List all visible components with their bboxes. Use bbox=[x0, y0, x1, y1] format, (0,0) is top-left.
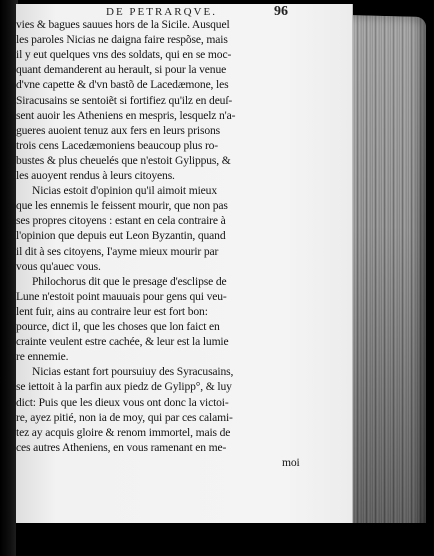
text-line: les paroles Nicias ne daigna faire respõse, mais bbox=[16, 33, 228, 47]
text-line: il y eut quelques vns des soldats, qui en se moc- bbox=[16, 48, 232, 62]
text-line: dict: Puis que les dieux vous ont donc la victoi- bbox=[16, 395, 229, 409]
text-line: bustes & plus cheuelés que n'estoit Gylippus, & bbox=[16, 153, 231, 167]
text-line: crainte veulent estre cachée, & leur est la lumie bbox=[16, 335, 229, 349]
text-line: les auoyent rendus à leurs citoyens. bbox=[16, 169, 175, 182]
text-line: moi bbox=[282, 455, 300, 469]
text-line: ces autres Atheniens, en vous ramenant en me- bbox=[16, 440, 227, 454]
text-line: vies & bagues sauues hors de la Sicile. Ausquel bbox=[16, 18, 230, 31]
text-line: pource, dict il, que les choses que lon faict en bbox=[16, 320, 220, 333]
book-page bbox=[16, 4, 353, 525]
text-line: lent fuir, ains au contraire leur est fort bon: bbox=[16, 304, 208, 318]
running-title: DE PETRARQVE. bbox=[106, 6, 217, 18]
text-line: tez ay acquis gloire & renom immortel, mais de bbox=[16, 425, 231, 439]
text-line: Nicias estoit d'opinion qu'il aimoit mieux bbox=[32, 184, 217, 198]
text-line: Lune n'estoit point mauuais pour gens qui veu- bbox=[16, 289, 227, 303]
text-line: Nicias estant fort poursuiuy des Syracusains, bbox=[32, 365, 234, 379]
text-line: sent auoir les Atheniens en mespris, lesquelz n'a- bbox=[16, 108, 236, 122]
text-line: vous qu'auec vous. bbox=[16, 259, 101, 273]
text-line: l'opinion que depuis eut Leon Byzantin, quand bbox=[16, 229, 226, 243]
text-line: Siracusains se sentoiẽt si fortifiez qu'ilz en deuſ- bbox=[16, 93, 233, 107]
text-line: gueres auoient tenuz aux fers en leurs prisons bbox=[16, 123, 220, 137]
text-line: quant demanderent au herault, si pour la venue bbox=[16, 63, 227, 77]
text-line: se iettoit à la parfin aux piedz de Gylipp°, & luy bbox=[16, 380, 232, 394]
bottom-shadow bbox=[16, 523, 426, 556]
text-line: d'vne capette & d'vn bastõ de Lacedæmone, les bbox=[16, 78, 229, 92]
text-line: il dit à ses citoyens, I'ayme mieux mourir par bbox=[16, 244, 219, 258]
text-line: ses propres citoyens : estant en cela contraire à bbox=[16, 214, 226, 228]
text-line: que les ennemis le feissent mourir, que non pas bbox=[16, 199, 228, 213]
page-edges bbox=[350, 15, 426, 539]
text-line: Philochorus dit que le presage d'esclipse de bbox=[32, 274, 227, 288]
text-line: trois cens Lacedæmoniens beaucoup plus ro- bbox=[16, 138, 219, 152]
text-line: re ennemie. bbox=[16, 350, 69, 364]
text-line: re, ayez pitié, non ia de moy, qui par ces calami- bbox=[16, 410, 233, 424]
page-number: 96 bbox=[274, 4, 288, 19]
